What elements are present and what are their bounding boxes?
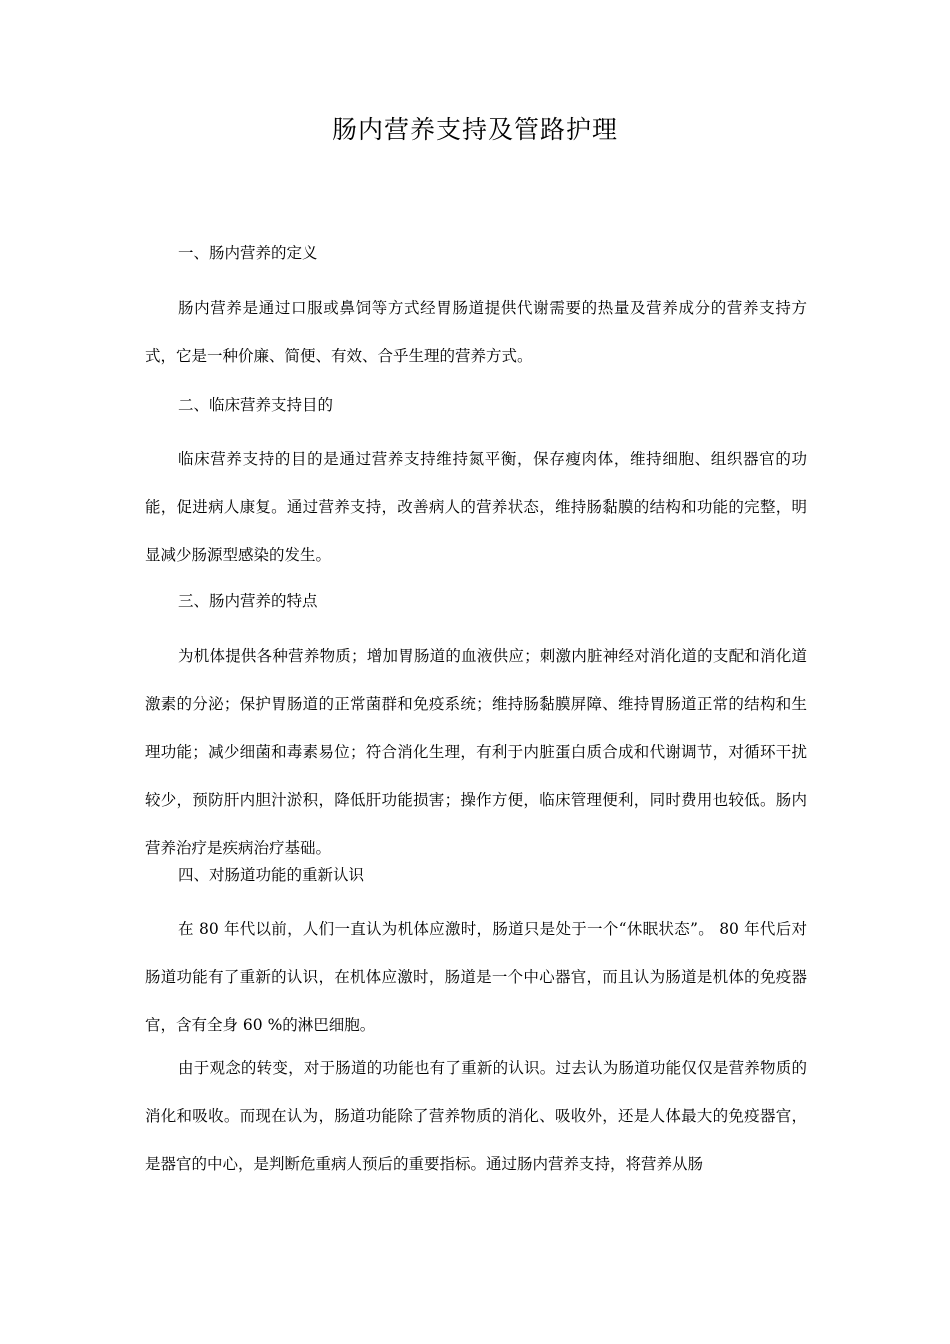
document-title: 肠内营养支持及管路护理	[331, 115, 618, 144]
section-paragraph-definition: 肠内营养是通过口服或鼻饲等方式经胃肠道提供代谢需要的热量及营养成分的营养支持方式，它是一种价廉、简便、有效、合乎生理的营养方式。	[145, 299, 807, 365]
section-paragraph-features: 为机体提供各种营养物质；增加胃肠道的血液供应；刺激内脏神经对消化道的支配和消化道激素的分泌；保护胃肠道的正常菌群和免疫系统；维持肠黏膜屏障、维持胃肠道正常的结构和生理功能；减少细菌和毒素易位；符合消化生理，有利于内脏蛋白质合成和代谢调节，对循环干扰较少，预防肝内胆汁淤积，降低肝功能损害；操作方便，临床管理便利，同时费用也较低。肠内营养治疗是疾病治疗基础。	[145, 647, 807, 857]
section-heading-definition: 一、肠内营养的定义	[178, 244, 318, 262]
section-paragraph-purpose: 临床营养支持的目的是通过营养支持维持氮平衡，保存瘦肉体，维持细胞、组织器官的功能，促进病人康复。通过营养支持，改善病人的营养状态，维持肠黏膜的结构和功能的完整，明显减少肠源型感染的发生。	[145, 450, 807, 564]
section-paragraph-recognition-1: 在 80 年代以前，人们一直认为机体应激时，肠道只是处于一个“休眠状态”。 80 年代后对肠道功能有了重新的认识，在机体应激时，肠道是一个中心器官，而且认为肠道是机体的免疫器官，含有全身 60 %的淋巴细胞。	[145, 920, 807, 1034]
section-heading-features: 三、肠内营养的特点	[178, 592, 318, 610]
section-paragraph-recognition-2: 由于观念的转变，对于肠道的功能也有了重新的认识。过去认为肠道功能仅仅是营养物质的消化和吸收。而现在认为，肠道功能除了营养物质的消化、吸收外，还是人体最大的免疫器官，是器官的中心，是判断危重病人预后的重要指标。通过肠内营养支持，将营养从肠	[145, 1059, 807, 1173]
section-heading-recognition: 四、对肠道功能的重新认识	[178, 866, 365, 884]
section-heading-purpose: 二、临床营养支持目的	[178, 396, 334, 414]
